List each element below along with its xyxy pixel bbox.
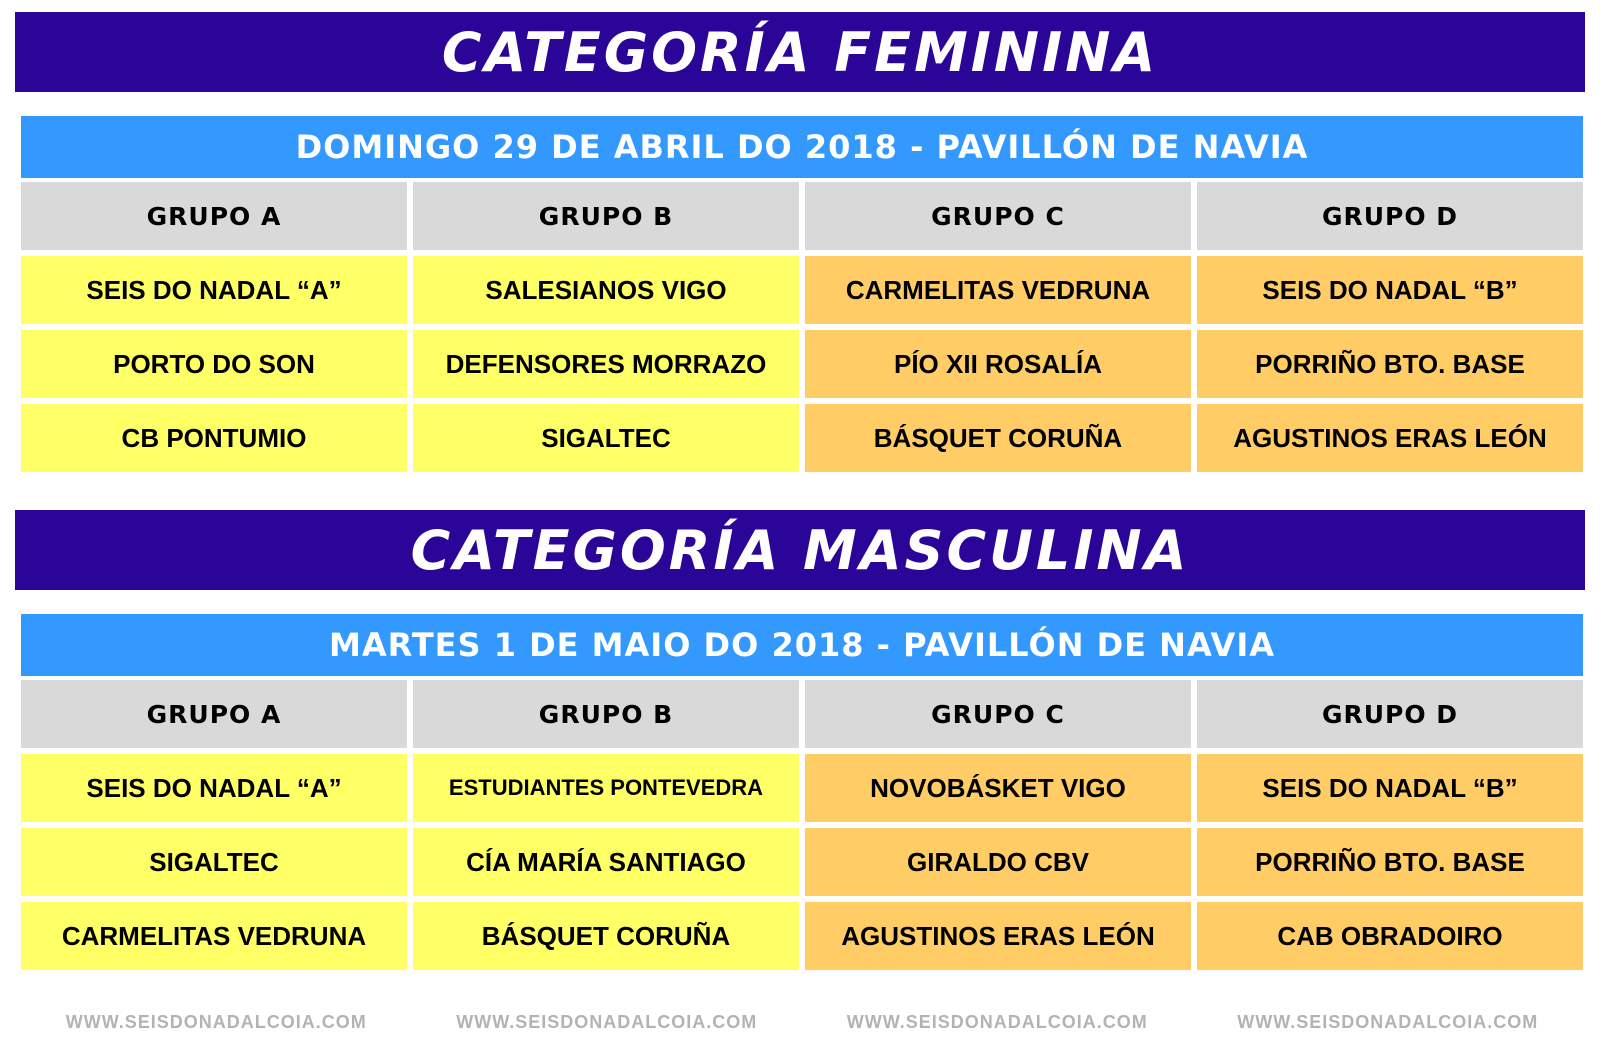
team-cell: DEFENSORES MORRAZO — [413, 330, 799, 398]
team-cell: SALESIANOS VIGO — [413, 256, 799, 324]
footer-links — [21, 1004, 1583, 1040]
website-url: WWW.SEISDONADALCOIA.COM — [1237, 1011, 1539, 1032]
date-venue-masculina: MARTES 1 DE MAIO DO 2018 - PAVILLÓN DE NAVIA — [21, 614, 1583, 676]
website-url: WWW.SEISDONADALCOIA.COM — [456, 1011, 758, 1032]
group-header-c: GRUPO C — [805, 182, 1191, 250]
group-header-b: GRUPO B — [413, 680, 799, 748]
website-url: WWW.SEISDONADALCOIA.COM — [846, 1011, 1148, 1032]
schedule-table-masculina — [21, 614, 1583, 970]
team-cell: CÍA MARÍA SANTIAGO — [413, 828, 799, 896]
team-cell: CAB OBRADOIRO — [1197, 902, 1583, 970]
team-cell: BÁSQUET CORUÑA — [413, 902, 799, 970]
team-cell: NOVOBÁSKET VIGO — [805, 754, 1191, 822]
date-venue-feminina: DOMINGO 29 DE ABRIL DO 2018 - PAVILLÓN DE NAVIA — [21, 116, 1583, 178]
category-banner-feminina — [15, 12, 1585, 92]
group-header-a: GRUPO A — [21, 680, 407, 748]
team-cell: AGUSTINOS ERAS LEÓN — [805, 902, 1191, 970]
team-cell: SEIS DO NADAL “A” — [21, 754, 407, 822]
team-cell: PORRIÑO BTO. BASE — [1197, 330, 1583, 398]
team-cell: SEIS DO NADAL “A” — [21, 256, 407, 324]
team-cell: SEIS DO NADAL “B” — [1197, 256, 1583, 324]
website-url: WWW.SEISDONADALCOIA.COM — [65, 1011, 367, 1032]
team-cell: PÍO XII ROSALÍA — [805, 330, 1191, 398]
category-title-masculina: CATEGORÍA MASCULINA — [410, 518, 1190, 582]
groups-grid-masculina — [21, 680, 1583, 970]
team-cell: GIRALDO CBV — [805, 828, 1191, 896]
team-cell: SEIS DO NADAL “B” — [1197, 754, 1583, 822]
team-cell: SIGALTEC — [413, 404, 799, 472]
team-cell: CB PONTUMIO — [21, 404, 407, 472]
group-header-d: GRUPO D — [1197, 182, 1583, 250]
team-cell: PORTO DO SON — [21, 330, 407, 398]
team-cell: SIGALTEC — [21, 828, 407, 896]
group-header-c: GRUPO C — [805, 680, 1191, 748]
category-banner-masculina — [15, 510, 1585, 590]
team-cell: PORRIÑO BTO. BASE — [1197, 828, 1583, 896]
team-cell: CARMELITAS VEDRUNA — [21, 902, 407, 970]
team-cell: CARMELITAS VEDRUNA — [805, 256, 1191, 324]
group-header-d: GRUPO D — [1197, 680, 1583, 748]
groups-grid-feminina — [21, 182, 1583, 472]
team-cell: ESTUDIANTES PONTEVEDRA — [413, 754, 799, 822]
team-cell: BÁSQUET CORUÑA — [805, 404, 1191, 472]
category-title-feminina: CATEGORÍA FEMININA — [441, 20, 1159, 84]
group-header-b: GRUPO B — [413, 182, 799, 250]
schedule-table-feminina — [21, 116, 1583, 472]
team-cell: AGUSTINOS ERAS LEÓN — [1197, 404, 1583, 472]
group-header-a: GRUPO A — [21, 182, 407, 250]
